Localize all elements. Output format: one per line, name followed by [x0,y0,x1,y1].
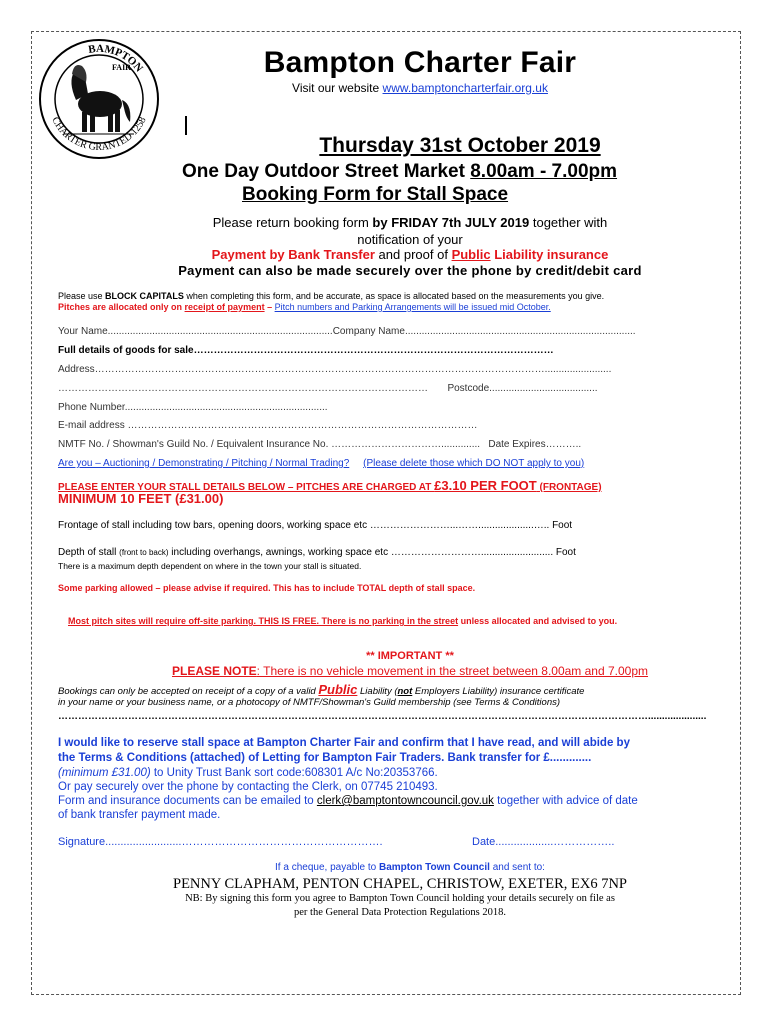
block-capitals: BLOCK CAPITALS [105,291,184,301]
pitch-alloc-text: Pitches are allocated only on [58,302,185,312]
logo-top-text2: FAIR [112,63,131,72]
market-line [182,161,617,183]
text-cursor-mark [185,116,187,135]
bookings-line-2: in your name or your business name, or a photocopy of NMTF/Showman's Guild membership (see Terms & Conditions) [58,697,561,708]
logo-top-text: BAMPTON [87,42,146,75]
return-and-proof: and proof of [374,247,452,262]
website-line [160,81,680,95]
booking-heading: Booking Form for Stall Space [242,184,509,205]
return-line-3 [100,247,720,262]
bookings-not: not [397,686,413,697]
pitch-numbers-note: Pitch numbers and Parking Arrangements will be issued mid October. [274,302,551,312]
payee-name: Bampton Town Council [379,862,490,873]
return-line-1 [100,215,720,230]
bookings-line-1 [58,682,584,697]
email-docs-text: Form and insurance documents can be emailed to [58,795,317,807]
instructions-line-1 [58,291,738,301]
frontage-label: (FRONTAGE) [536,482,602,493]
activity-options[interactable]: Are you – Auctioning / Demonstrating / Pitching / Normal Trading? [58,458,350,469]
activity-line[interactable] [58,458,738,469]
bookings-liability: Liability ( [357,686,398,697]
activity-instruction: (Please delete those which DO NOT apply to you) [363,458,585,469]
please-note: PLEASE NOTE [171,664,257,678]
cheque-line [100,862,720,873]
goods-field[interactable]: Full details of goods for sale……………………………………………………………………………………………… [58,345,554,356]
instructions-line-2 [58,302,738,312]
gdpr-note-1: NB: By signing this form you agree to Bampton Town Council holding your details securely on file as [185,893,615,904]
depth-note-small: (front to back) [119,548,169,557]
cheque-text-end: and sent to: [489,862,545,873]
depth-label-end: including overhangs, awnings, working space etc ……………………….......................... Foot [168,547,576,558]
email-field[interactable]: E-mail address …………………………………………………………………………………………… [58,420,478,431]
market-label: One Day Outdoor Street Market [182,161,471,182]
website-prefix: Visit our website [292,81,383,95]
instr-text: Please use [58,291,106,301]
logo-bottom-text: CHARTER GRANTED 1258 [49,115,149,154]
bank-details: to Unity Trust Bank sort code:608301 A/c No:20353766. [150,767,438,779]
postal-address: PENNY CLAPHAM, PENTON CHAPEL, CHRISTOW, EXETER, EX6 7NP [173,876,627,892]
pitch-charge-text: PLEASE ENTER YOUR STALL DETAILS BELOW – PITCHES ARE CHARGED AT [58,482,435,493]
depth-max-note: There is a maximum depth dependent on where in the town your stall is situated. [58,561,362,571]
clerk-email-link[interactable]: clerk@bamptontowncouncil.gov.uk [316,795,494,807]
depth-label: Depth of stall [58,547,120,558]
public-word: Public [451,247,491,262]
return-text: Please return booking form [212,215,373,230]
email-docs-line [58,795,638,807]
signature-date-field[interactable]: Date...................…………….. [472,836,615,848]
declaration-line-3 [58,767,438,779]
event-date: Thursday 31st October 2019 [319,134,601,157]
liability-insurance: Liability insurance [490,247,609,262]
declaration-line-2[interactable]: the Terms & Conditions (attached) of Letting for Bampton Fair Traders. Bank transfer for £............. [58,752,592,764]
name-field[interactable]: Your Name.................................................................................Company Name................................................................................... [58,326,636,337]
vehicle-movement-text: : There is no vehicle movement in the street between 8.00am and 7.00pm [256,664,649,678]
nmtf-field[interactable]: NMTF No. / Showman's Guild No. / Equivalent Insurance No. …………………………….............. Date Expires……….. [58,439,582,450]
card-payment-line: Payment can also be made securely over the phone by credit/debit card [178,263,642,278]
page-title: Bampton Charter Fair [263,46,577,79]
dotted-separator: ……………………………………………………………………………………………………………………………………………………………..................... [58,711,707,722]
bookings-cert: Employers Liability) insurance certificate [412,686,585,697]
receipt-of-payment: receipt of payment [184,302,265,312]
offsite-parking-note [68,616,617,626]
gdpr-note-2: per the General Data Protection Regulations 2018. [294,907,506,918]
important-heading: ** IMPORTANT ** [366,650,454,662]
depth-field[interactable] [58,547,738,558]
address-field-1[interactable]: Address………………………………………………………………………………………………………………………........................ [58,364,612,375]
minimum-charge: MINIMUM 10 FEET (£31.00) [58,491,224,506]
vehicle-note [100,664,720,678]
return-line-2: notification of your [357,232,463,247]
phone-field[interactable]: Phone Number......................................................................... [58,402,328,413]
minimum-amount: (minimum £31.00) [58,767,151,779]
offsite-parking-text: Most pitch sites will require off-site parking. THIS IS FREE. There is no parking in the street [68,616,459,626]
signature-field[interactable]: Signature.........................………………………………………………. [58,836,383,848]
instr-text-end: when completing this form, and be accurate, as space is allocated based on the measurements you give. [183,291,605,301]
bookings-public: Public [318,682,358,697]
pitch-price: £3.10 PER FOOT [434,478,537,493]
fair-logo [38,38,160,160]
return-deadline: by FRIDAY 7th JULY 2019 [372,215,530,230]
phone-payment-line: Or pay securely over the phone by contacting the Clerk, on 07745 210493. [58,781,438,793]
email-docs-end: together with advice of date [493,795,638,807]
frontage-field[interactable]: Frontage of stall including tow bars, opening doors, working space etc ……………………...……....................….. Foot [58,520,573,531]
declaration-line-1: I would like to reserve stall space at Bampton Charter Fair and confirm that I have read, and will abide by [58,737,630,749]
parking-note: Some parking allowed – please advise if required. This has to include TOTAL depth of stall space. [58,583,476,593]
offsite-parking-end: unless allocated and advised to you. [458,616,618,626]
market-time: 8.00am - 7.00pm [470,161,618,182]
address-postcode-field[interactable]: ………………………………………………………………………………………………… Postcode....................................... [58,383,598,394]
dash: – [264,302,275,312]
payment-method: Payment by Bank Transfer [211,247,375,262]
bookings-text: Bookings can only be accepted on receipt of a copy of a valid [58,686,319,697]
bank-transfer-advice: of bank transfer payment made. [58,809,221,821]
cheque-text: If a cheque, payable to [275,862,379,873]
return-text-end: together with [529,215,608,230]
website-link[interactable]: www.bamptoncharterfair.org.uk [382,81,548,95]
